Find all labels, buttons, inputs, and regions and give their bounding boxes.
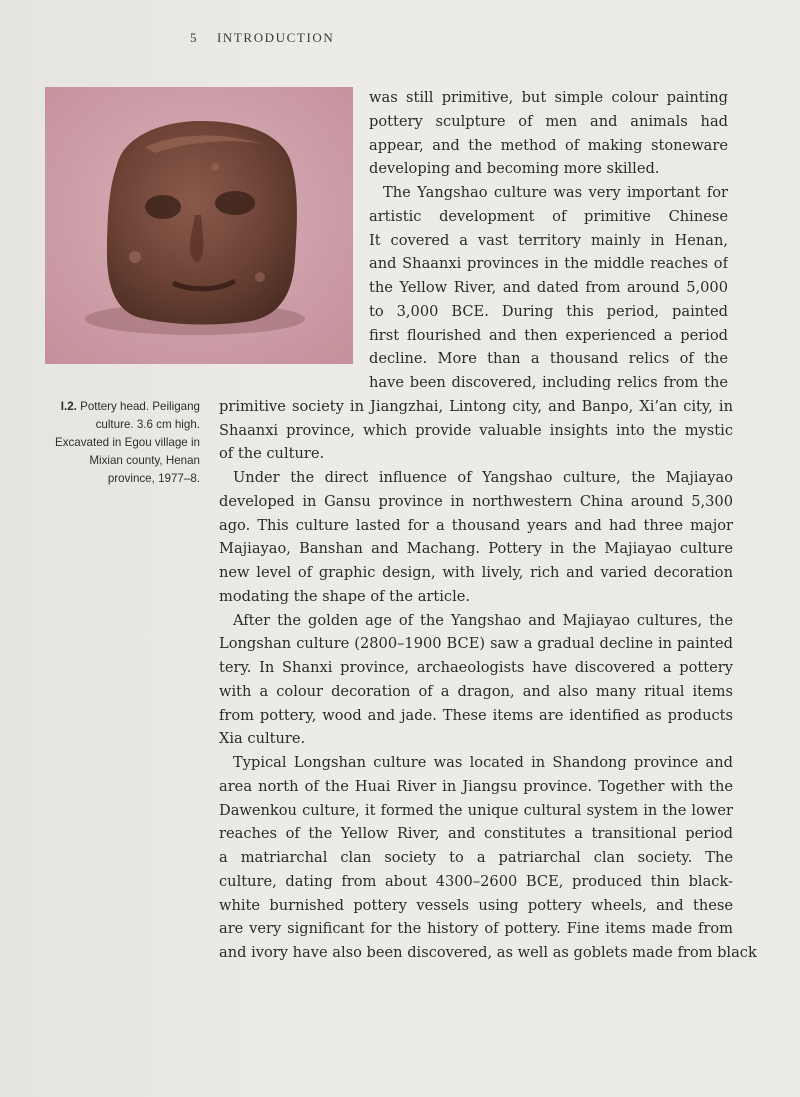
- text-line: Majiayao, Banshan and Machang. Pottery in the Majiayao culture: [219, 540, 733, 558]
- text-line: Dawenkou culture, it formed the unique cultural system in the lower: [219, 801, 733, 819]
- text-line: and Shaanxi provinces in the middle reaches of: [369, 255, 728, 273]
- text-line: with a colour decoration of a dragon, and also many ritual items: [219, 682, 733, 700]
- text-line: artistic development of primitive Chinese: [369, 207, 728, 225]
- text-line: pottery sculpture of men and animals had: [369, 112, 728, 130]
- text-line: area north of the Huai River in Jiangsu province. Together with the: [219, 777, 733, 795]
- text-line: are very significant for the history of pottery. Fine items made from: [219, 920, 733, 938]
- text-line: have been discovered, including relics from the: [369, 374, 728, 391]
- text-line: of the culture.: [219, 445, 325, 463]
- text-line: The Yangshao culture was very important for: [383, 184, 728, 201]
- text-line: the Yellow River, and dated from around 5,000: [369, 279, 728, 296]
- text-line: from pottery, wood and jade. These items are identified as products: [219, 706, 733, 724]
- text-line: white burnished pottery vessels using pottery wheels, and these: [219, 896, 733, 914]
- text-line: modating the shape of the article.: [219, 587, 471, 605]
- text-line: primitive society in Jiangzhai, Lintong city, and Banpo, Xi’an city, in: [219, 397, 733, 415]
- figure-pottery-head: [45, 87, 353, 364]
- page-number: 5: [190, 30, 199, 45]
- section-title: INTRODUCTION: [216, 30, 335, 45]
- running-header: [190, 30, 334, 46]
- text-line: It covered a vast territory mainly in Henan,: [369, 231, 728, 249]
- text-line: Shaanxi province, which provide valuable insights into the mystic: [219, 421, 733, 439]
- text-line: first flourished and then experienced a period: [369, 326, 728, 344]
- text-line: decline. More than a thousand relics of the: [369, 350, 728, 368]
- text-line: and ivory have also been discovered, as well as goblets made from black: [219, 944, 757, 961]
- text-line: developed in Gansu province in northwestern China around 5,300: [219, 492, 733, 510]
- text-line: reaches of the Yellow River, and constitutes a transitional period: [219, 825, 733, 843]
- text-line: appear, and the method of making stoneware: [369, 136, 728, 154]
- text-line: developing and becoming more skilled.: [369, 160, 660, 178]
- text-line: a matriarchal clan society to a patriarchal clan society. The: [219, 849, 733, 866]
- caption-number: I.2.: [60, 400, 77, 413]
- text-line: to 3,000 BCE. During this period, painted: [369, 302, 728, 320]
- text-line: tery. In Shanxi province, archaeologists have discovered a pottery: [219, 659, 733, 676]
- caption-text: Pottery head. Peiligang culture. 3.6 cm high. Excavated in Egou village in Mixian county, Henan province, 1977–8.: [54, 400, 200, 485]
- figure-caption: [40, 398, 200, 488]
- text-line: Xia culture.: [219, 730, 306, 748]
- text-line: Under the direct influence of Yangshao culture, the Majiayao: [233, 469, 733, 486]
- text-line: new level of graphic design, with lively, rich and varied decoration: [219, 564, 733, 581]
- pottery-head-image: [45, 87, 353, 364]
- text-line: After the golden age of the Yangshao and Majiayao cultures, the: [233, 611, 733, 629]
- text-line: Typical Longshan culture was located in Shandong province and: [233, 754, 733, 771]
- text-line: was still primitive, but simple colour painting: [369, 89, 728, 106]
- text-line: culture, dating from about 4300–2600 BCE, produced thin black-: [219, 872, 733, 890]
- text-line: Longshan culture (2800–1900 BCE) saw a gradual decline in painted: [219, 635, 733, 653]
- text-line: ago. This culture lasted for a thousand years and had three major: [219, 516, 733, 534]
